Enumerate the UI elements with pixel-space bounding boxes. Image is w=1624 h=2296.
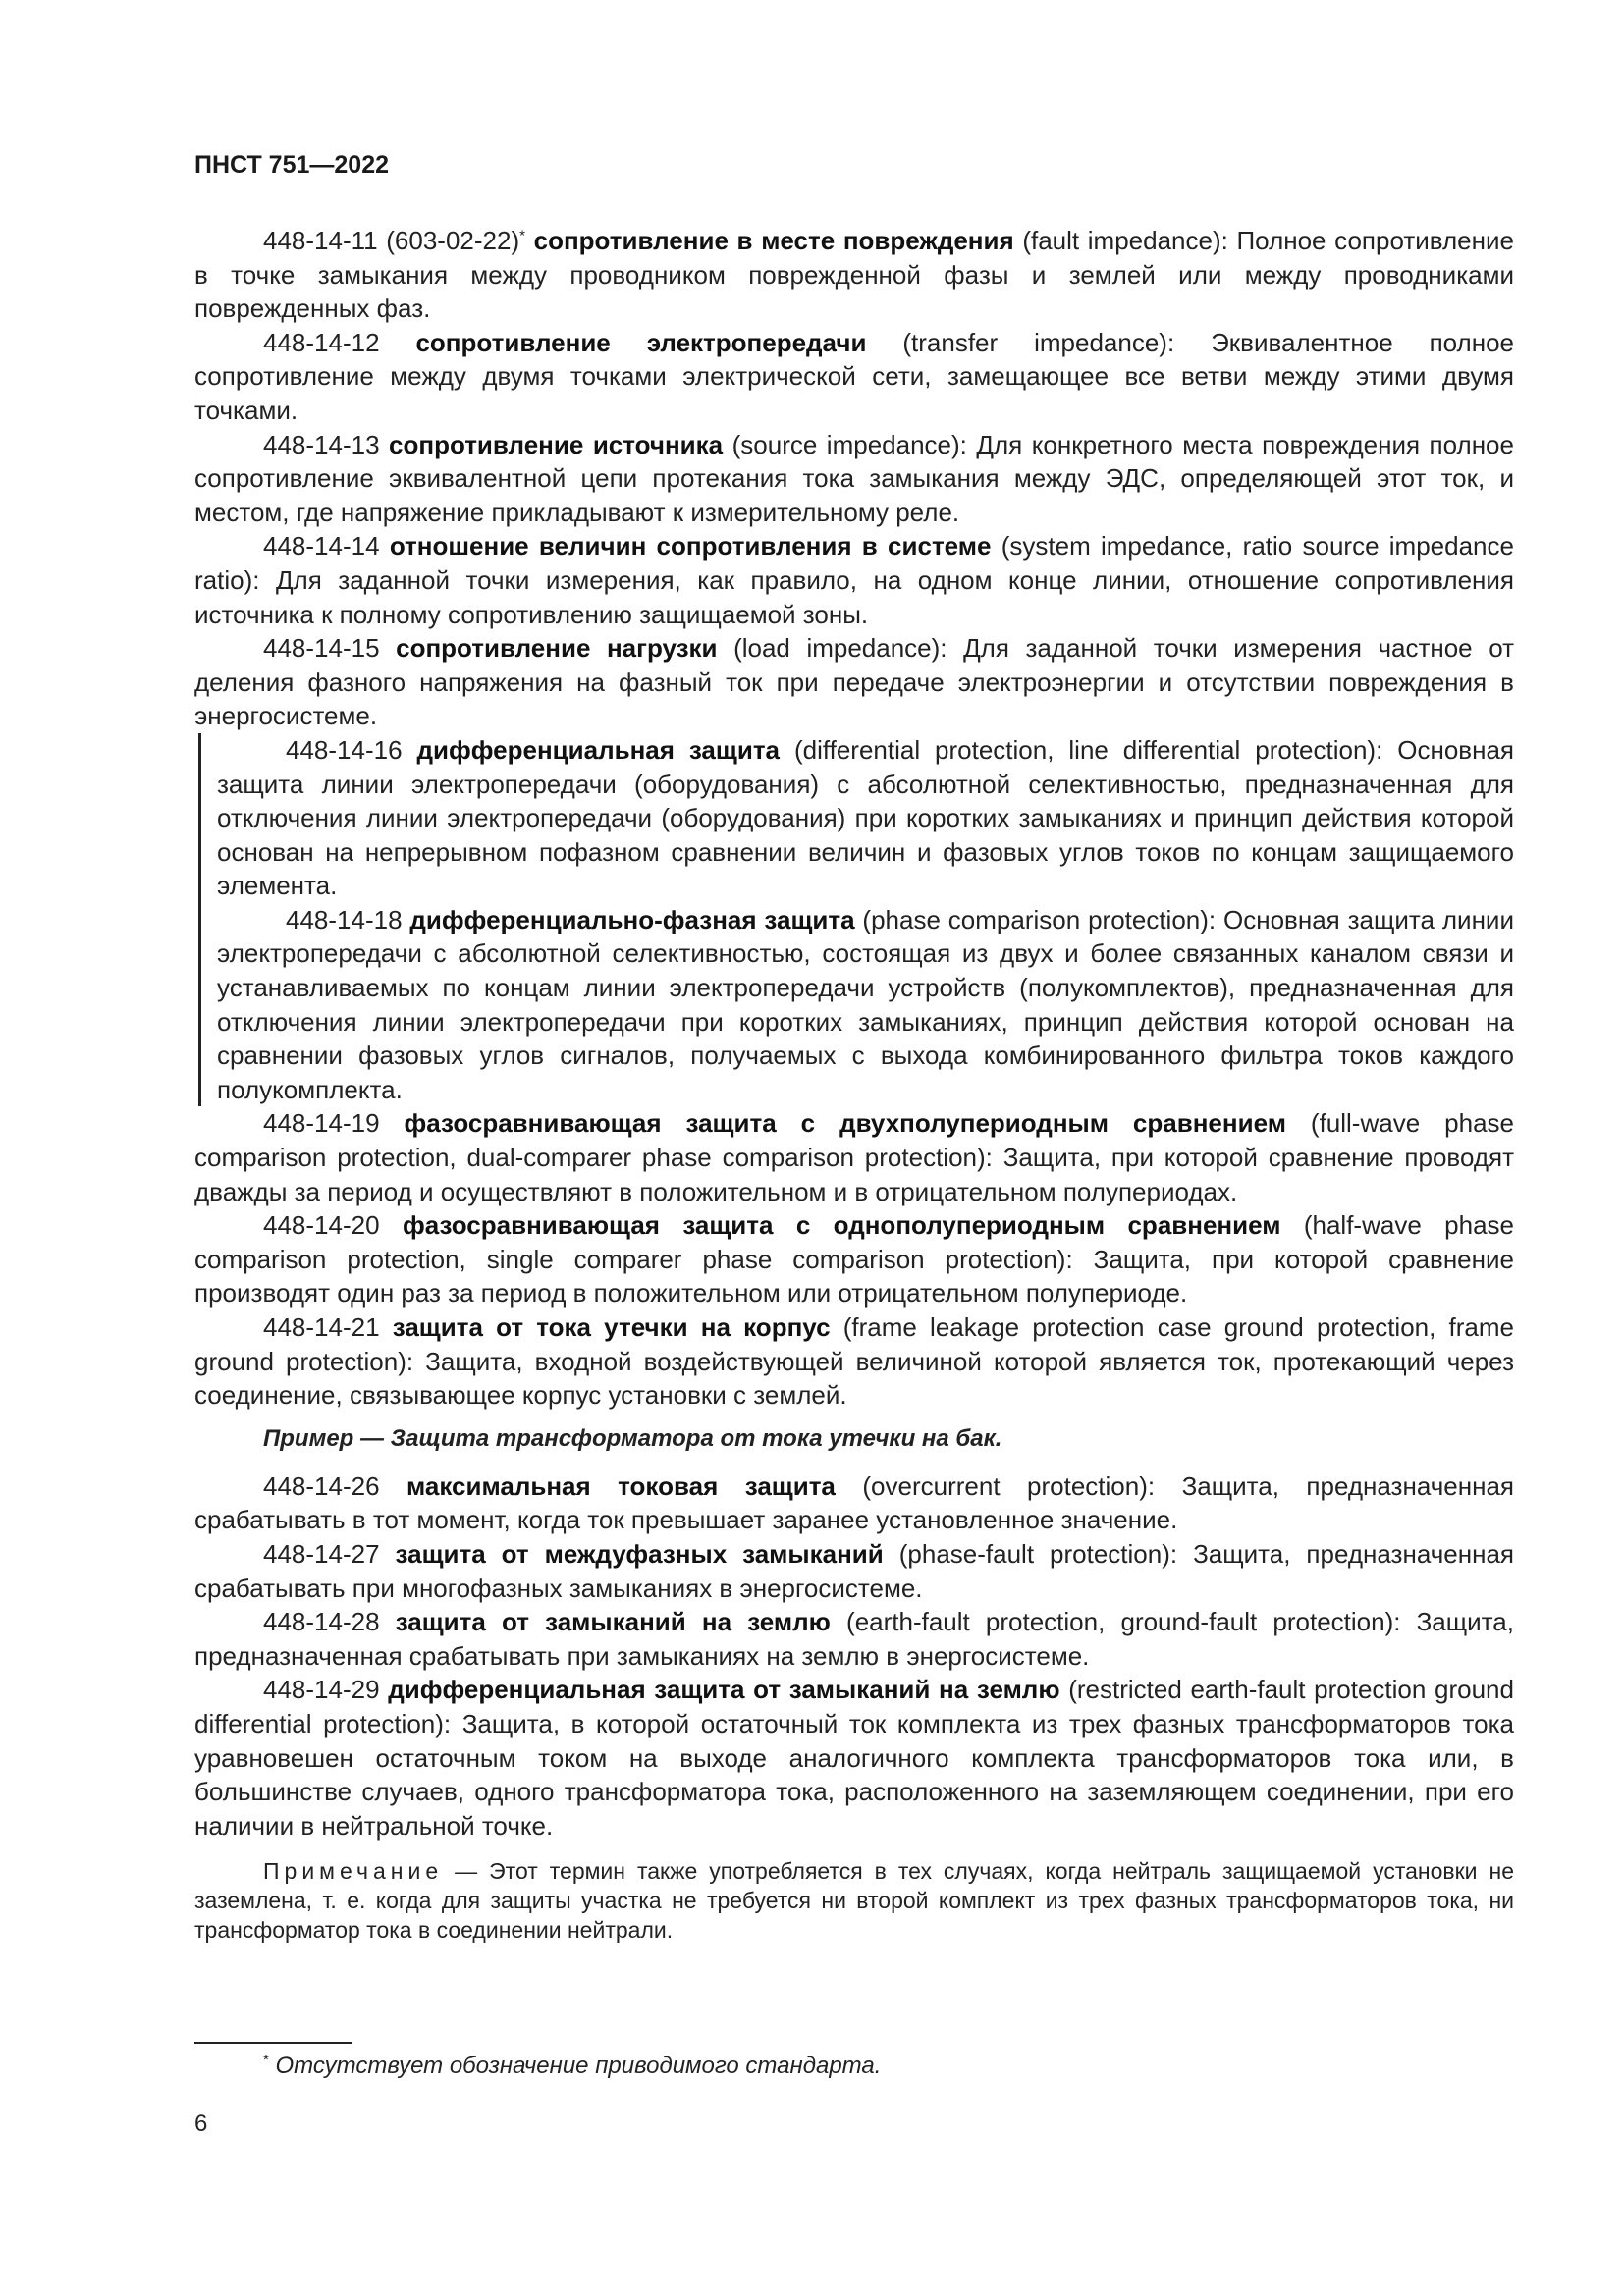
note <box>194 1856 1514 1945</box>
term-definition: (earth-fault protection, ground-fault protection): Защита, предназначенная срабатывать при замыканиях на землю в энергосистеме. <box>194 1607 1514 1671</box>
term-entry <box>194 428 1514 530</box>
term-entry <box>194 326 1514 428</box>
term-definition: (frame leakage protection case ground protection, frame ground protection): Защита, входной воздействующей величиной которой является ток, протекающий через соединение, связывающее корпус установки с землей. <box>194 1312 1515 1411</box>
term-entry <box>194 1208 1514 1310</box>
term-number: 448-14-28 <box>263 1607 380 1637</box>
terms-block-changed <box>198 733 1514 1107</box>
term-number: 448-14-15 <box>263 633 380 664</box>
term-name: защита от тока утечки на корпус <box>392 1312 831 1342</box>
example-text: Пример — Защита трансформатора от тока утечки на бак. <box>263 1424 1002 1452</box>
term-name: сопротивление электропередачи <box>415 327 867 357</box>
term-name: максимальная токовая защита <box>406 1470 836 1501</box>
term-name: фазосравнивающая защита с однополупериодным сравнением <box>402 1210 1281 1241</box>
term-entry <box>217 733 1514 903</box>
term-number: 448-14-21 <box>263 1312 380 1342</box>
term-number: 448-14-16 <box>286 734 403 765</box>
terms-block-2 <box>194 1106 1514 1412</box>
term-name: сопротивление в месте повреждения <box>533 226 1014 255</box>
term-name: сопротивление источника <box>389 429 724 459</box>
term-entry <box>194 1469 1514 1537</box>
terms-block-3 <box>194 1469 1514 1843</box>
term-definition: (phase-fault protection): Защита, предназначенная срабатывать при многофазных замыканиях в энергосистеме. <box>194 1538 1514 1603</box>
term-number: 448-14-18 <box>286 904 403 934</box>
term-name: дифференциальная защита <box>416 734 781 765</box>
term-definition: (phase comparison protection): Основная защита линии электропередачи с абсолютной селективностью, состоящая из двух и более связанных каналом связи и устанавливаемых по концам линии электропередачи устройств (полукомплектов), предназначенная для отключения линии электропередачи при коротких замыканиях, принцип действия которой основан на сравнении фазовых углов сигналов, получаемых с выхода комбинированного фильтра токов каждого полукомплекта. <box>217 904 1514 1104</box>
term-definition: (fault impedance): Полное сопротивление в точке замыкания между проводником поврежденной фазы и землей или между проводниками поврежденных фаз. <box>194 226 1514 324</box>
footnote <box>263 2052 881 2080</box>
page-number: 6 <box>194 2110 208 2137</box>
term-definition: (overcurrent protection): Защита, предназначенная срабатывать в тот момент, когда ток превышает заранее установленное значение. <box>194 1470 1514 1535</box>
document-header: ПНСТ 751—2022 <box>194 151 389 179</box>
footnote-marker: * <box>263 2052 269 2068</box>
term-number: 448-14-14 <box>263 531 380 561</box>
term-number: 448-14-19 <box>263 1108 380 1139</box>
term-number: 448-14-29 <box>263 1675 380 1705</box>
term-definition: (restricted earth-fault protection ground differential protection): Защита, в которой остаточный ток комплекта из трех фазных трансформаторов тока уравновешен остаточным током на выходе аналогичного комплекта трансформаторов тока или, в большинстве случаев, одного трансформатора тока, расположенного на заземляющем соединении, при его наличии в нейтральной точке. <box>194 1675 1514 1841</box>
term-number: 448-14-27 <box>263 1538 380 1569</box>
term-definition: (differential protection, line differential protection): Основная защита линии электропередачи (оборудования) с абсолютной селективностью, предназначенная для отключения линии электропередачи (оборудования) при коротких замыканиях и принцип действия которой основан на непрерывном пофазном сравнении величин и фазовых углов токов по концам защищаемого элемента. <box>217 734 1514 901</box>
term-number: 448-14-20 <box>263 1210 380 1241</box>
term-definition: (source impedance): Для конкретного места повреждения полное сопротивление эквивалентной цепи протекания тока замыкания между ЭДС, определяющей этот ток, и местом, где напряжение прикладывают к измерительному реле. <box>194 429 1514 527</box>
footnote-text: Отсутствует обозначение приводимого стандарта. <box>268 2053 882 2079</box>
term-definition: (system impedance, ratio source impedance ratio): Для заданной точки измерения, как правило, на одном конце линии, отношение сопротивления источника к полному сопротивлению защищаемой зоны. <box>194 531 1514 629</box>
term-definition: (transfer impedance): Эквивалентное полное сопротивление между двумя точками электрической сети, замещающее все ветви между этими двумя точками. <box>194 327 1514 425</box>
term-name: отношение величин сопротивления в системе <box>389 531 992 561</box>
term-entry <box>194 631 1514 733</box>
term-number: 448-14-26 <box>263 1470 380 1501</box>
term-entry <box>217 903 1514 1107</box>
term-entry <box>194 1537 1514 1605</box>
document-body <box>194 224 1514 1945</box>
note-text: — Этот термин также употребляется в тех случаях, когда нейтраль защищаемой установки не заземлена, т. е. когда для защиты участка не требуется ни второй комплект из трех фазных трансформаторов тока, ни трансформатор тока в соединении нейтрали. <box>194 1858 1514 1944</box>
term-name: дифференциальная защита от замыканий на землю <box>388 1675 1060 1705</box>
term-name: защита от замыканий на землю <box>395 1607 831 1637</box>
term-entry <box>194 1106 1514 1208</box>
term-entry <box>194 1310 1514 1413</box>
term-entry <box>194 529 1514 631</box>
term-definition: (full-wave phase comparison protection, dual-comparer phase comparison protection): Защита, при которой сравнение проводят дважды за период и осуществляют в положительном и в отрицательном полупериодах. <box>194 1108 1514 1206</box>
term-name: защита от междуфазных замыканий <box>395 1538 884 1569</box>
term-name: дифференциально-фазная защита <box>409 904 855 934</box>
term-number: 448-14-12 <box>263 327 380 357</box>
term-definition: (half-wave phase comparison protection, single comparer phase comparison protection): Защита, при которой сравнение производят один раз за период в положительном или отрицательном полупериоде. <box>194 1210 1514 1308</box>
term-definition: (load impedance): Для заданной точки измерения частное от деления фазного напряжения на фазный ток при передаче электроэнергии и отсутствии повреждения в энергосистеме. <box>194 633 1514 731</box>
term-name: фазосравнивающая защита с двухполупериодным сравнением <box>404 1108 1286 1139</box>
term-name: сопротивление нагрузки <box>396 633 718 664</box>
term-entry <box>194 1673 1514 1842</box>
term-number: 448-14-13 <box>263 429 380 459</box>
term-number: 448-14-11 (603-02-22) <box>263 226 520 255</box>
term-entry <box>194 1605 1514 1673</box>
term-entry <box>194 224 1514 326</box>
footnote-ref: * <box>519 227 525 244</box>
terms-block-1 <box>194 224 1514 733</box>
footnote-divider <box>194 2042 352 2044</box>
note-label: Примечание <box>263 1858 444 1885</box>
